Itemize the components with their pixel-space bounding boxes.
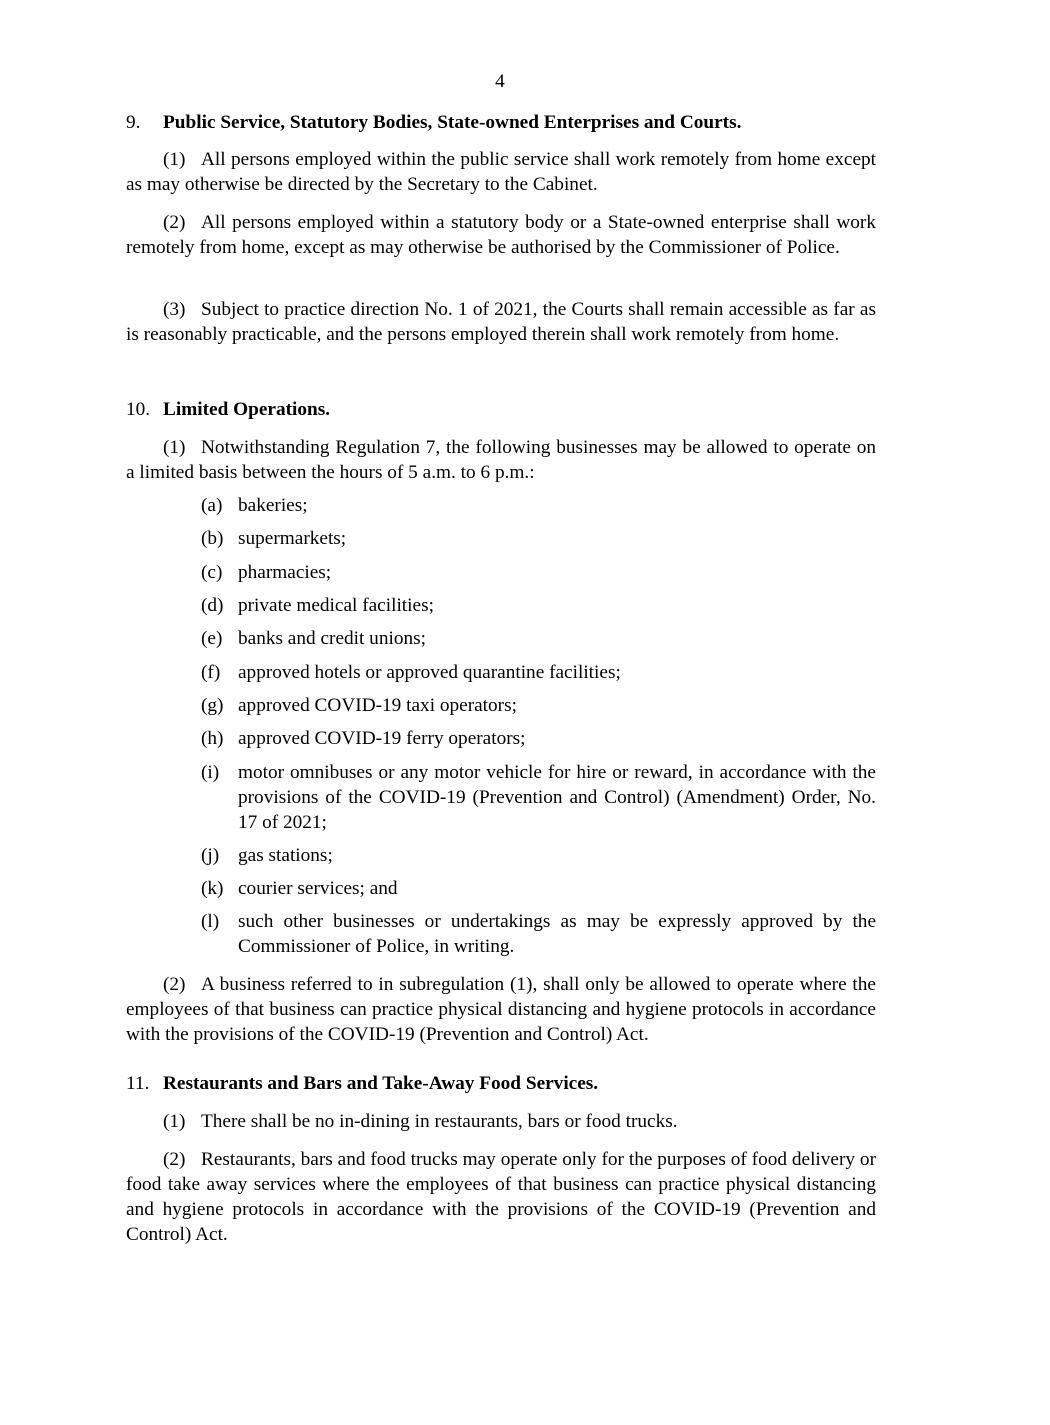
section-title: Limited Operations. [163, 399, 331, 420]
item-label: (b) [201, 528, 224, 549]
section-9-heading [126, 111, 886, 135]
item-label: (c) [201, 562, 223, 583]
list-item-l [201, 909, 876, 959]
item-label: (i) [201, 762, 220, 783]
item-text: pharmacies; [238, 562, 332, 583]
item-label: (e) [201, 628, 223, 649]
item-text: approved hotels or approved quarantine facilities; [238, 662, 621, 683]
paragraph-label: (1) [163, 149, 186, 170]
section-10-paragraph-1 [126, 435, 876, 485]
paragraph-text: Subject to practice direction No. 1 of 2021, the Courts shall remain accessible as far as is reasonably practicable, and the persons employed therein shall work remotely from home. [126, 299, 876, 345]
list-item-e [201, 626, 876, 651]
section-number: 9. [126, 112, 141, 133]
paragraph-label: (1) [163, 437, 186, 458]
item-text: supermarkets; [238, 528, 347, 549]
paragraph-text: There shall be no in-dining in restaurants, bars or food trucks. [201, 1111, 678, 1132]
paragraph-text: All persons employed within a statutory body or a State-owned enterprise shall work remotely from home, except as may otherwise be authorised by the Commissioner of Police. [126, 212, 876, 258]
paragraph-label: (2) [163, 1149, 186, 1170]
paragraph-label: (2) [163, 212, 186, 233]
list-item-i [201, 760, 876, 835]
paragraph-label: (1) [163, 1111, 186, 1132]
list-item-d [201, 593, 876, 618]
list-item-b [201, 526, 876, 551]
item-label: (d) [201, 595, 224, 616]
item-label: (l) [201, 911, 220, 932]
section-10-heading [126, 398, 886, 422]
paragraph-label: (3) [163, 299, 186, 320]
item-label: (h) [201, 728, 224, 749]
section-9-paragraph-3 [126, 297, 876, 347]
item-label: (a) [201, 495, 223, 516]
section-title: Restaurants and Bars and Take-Away Food Services. [163, 1073, 599, 1094]
list-item-c [201, 560, 876, 585]
page-number: 4 [495, 71, 505, 92]
item-text: courier services; and [238, 878, 398, 899]
list-item-f [201, 660, 876, 685]
section-9-paragraph-2 [126, 210, 876, 260]
section-11-paragraph-1 [126, 1109, 876, 1134]
item-label: (g) [201, 695, 224, 716]
section-number: 11. [126, 1073, 150, 1094]
item-text: such other businesses or undertakings as may be expressly approved by the Commissioner of Police, in writing. [238, 911, 876, 957]
paragraph-label: (2) [163, 974, 186, 995]
list-item-h [201, 726, 876, 751]
item-text: bakeries; [238, 495, 308, 516]
section-number: 10. [126, 399, 151, 420]
list-item-g [201, 693, 876, 718]
section-11-paragraph-2 [126, 1147, 876, 1247]
section-10-paragraph-2 [126, 972, 876, 1047]
item-text: private medical facilities; [238, 595, 434, 616]
list-item-a [201, 493, 876, 518]
list-item-k [201, 876, 876, 901]
section-11-heading [126, 1072, 886, 1096]
section-9-paragraph-1 [126, 147, 876, 197]
item-label: (k) [201, 878, 224, 899]
item-text: approved COVID-19 ferry operators; [238, 728, 526, 749]
section-title: Public Service, Statutory Bodies, State-owned Enterprises and Courts. [163, 112, 742, 133]
item-text: motor omnibuses or any motor vehicle for hire or reward, in accordance with the provisions of the COVID-19 (Prevention and Control) (Amendment) Order, No. 17 of 2021; [238, 762, 876, 833]
item-text: gas stations; [238, 845, 333, 866]
list-item-j [201, 843, 876, 868]
paragraph-text: A business referred to in subregulation (1), shall only be allowed to operate where the employees of that business can practice physical distancing and hygiene protocols in accordance with the provisions of the COVID-19 (Prevention and Control) Act. [126, 974, 876, 1045]
paragraph-text: All persons employed within the public service shall work remotely from home except as may otherwise be directed by the Secretary to the Cabinet. [126, 149, 876, 195]
paragraph-text: Notwithstanding Regulation 7, the following businesses may be allowed to operate on a limited basis between the hours of 5 a.m. to 6 p.m.: [126, 437, 876, 483]
item-text: banks and credit unions; [238, 628, 426, 649]
paragraph-text: Restaurants, bars and food trucks may operate only for the purposes of food delivery or food take away services where the employees of that business can practice physical distancing and hygiene protocols in accordance with the provisions of the COVID-19 (Prevention and Control) Act. [126, 1149, 876, 1245]
item-label: (f) [201, 662, 221, 683]
item-label: (j) [201, 845, 220, 866]
item-text: approved COVID-19 taxi operators; [238, 695, 517, 716]
